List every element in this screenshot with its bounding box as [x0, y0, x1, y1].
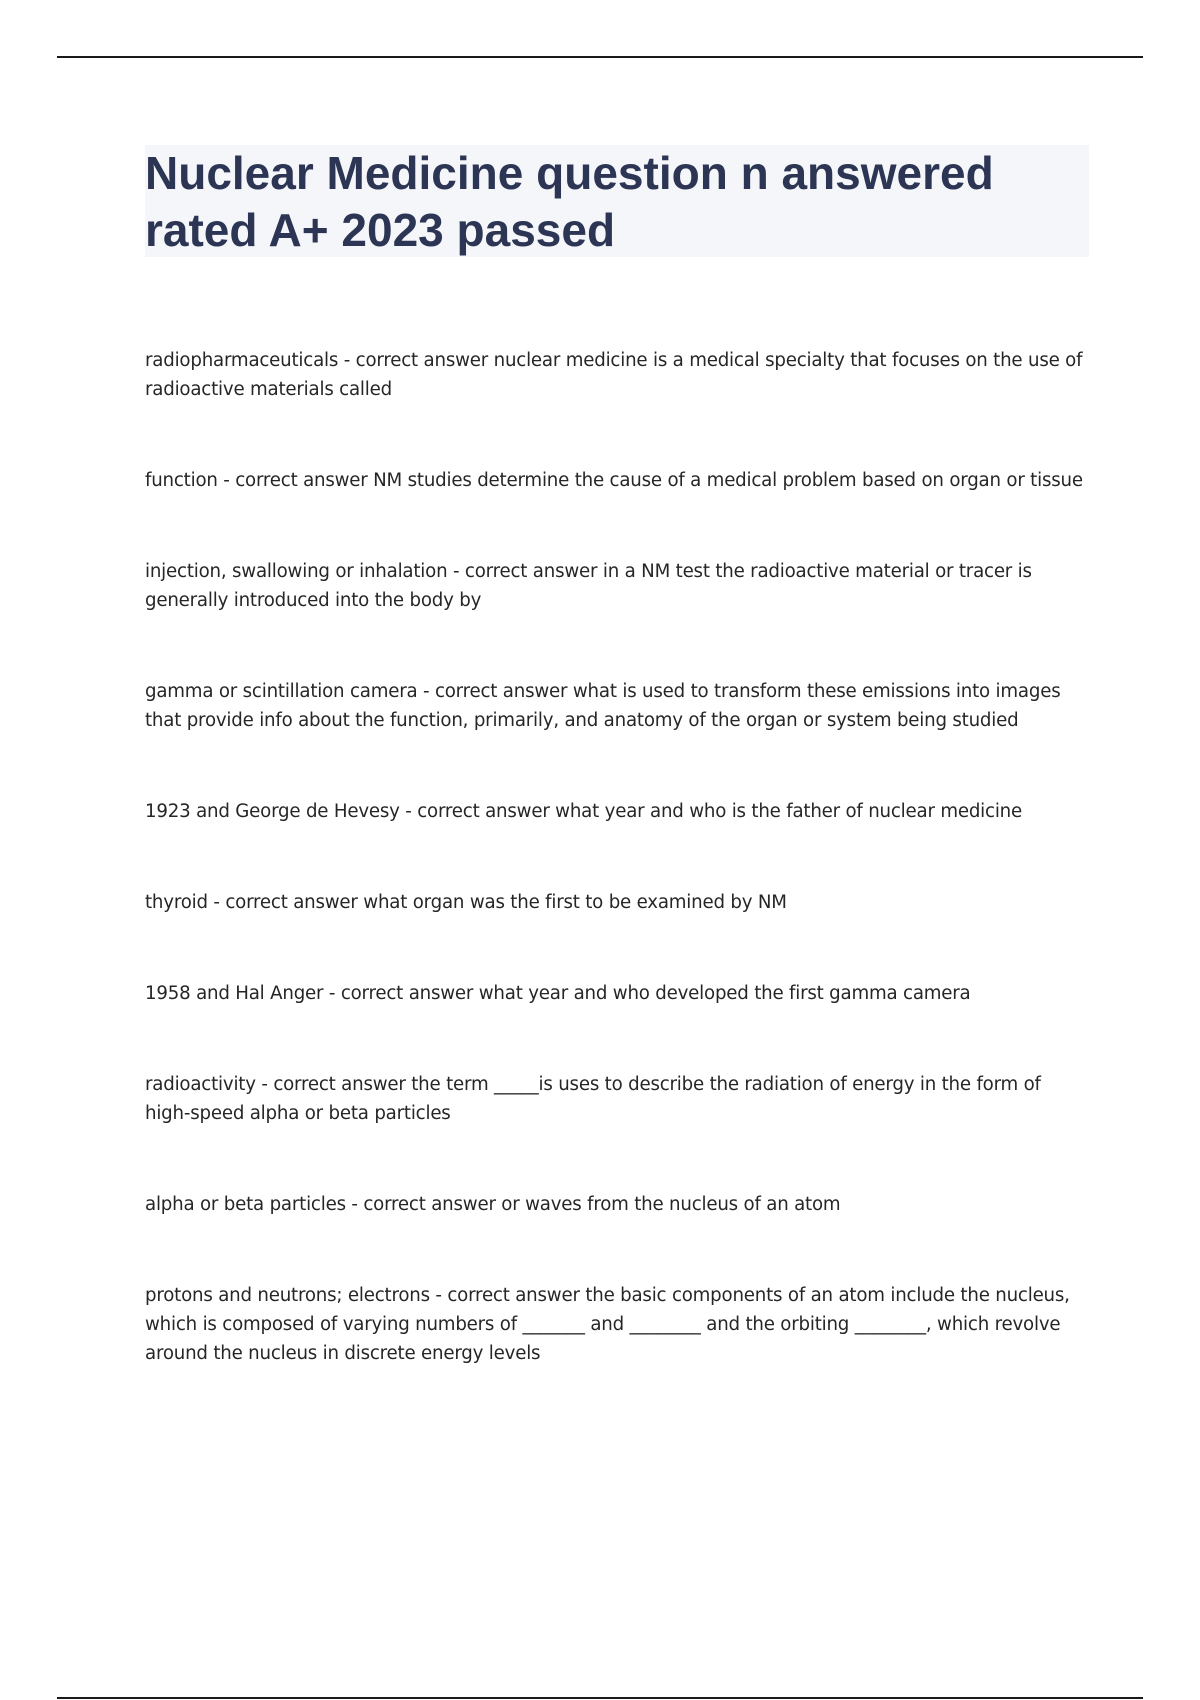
qa-entry-10: protons and neutrons; electrons - correct answer the basic components of an atom include the nucleus, which is composed of varying numbers of _______ and ________ and the orbiting ________, which revolve around the nucleus in discrete energy levels — [145, 1285, 1070, 1364]
qa-entry-4: gamma or scintillation camera - correct answer what is used to transform these emissions into images that provide info about the function, primarily, and anatomy of the organ or system being studied — [145, 681, 1061, 731]
qa-entry-1: radiopharmaceuticals - correct answer nuclear medicine is a medical specialty that focuses on the use of radioactive materials called — [145, 350, 1083, 400]
qa-entry-5: 1923 and George de Hevesy - correct answer what year and who is the father of nuclear medicine — [145, 801, 1022, 822]
title-banner — [145, 145, 1089, 257]
qa-entry-3: injection, swallowing or inhalation - correct answer in a NM test the radioactive material or tracer is generally introduced into the body by — [145, 561, 1032, 611]
qa-entry-9: alpha or beta particles - correct answer or waves from the nucleus of an atom — [145, 1194, 841, 1215]
qa-entry-8: radioactivity - correct answer the term _____is uses to describe the radiation of energy in the form of high-speed alpha or beta particles — [145, 1074, 1041, 1124]
qa-list — [145, 346, 1085, 1368]
qa-entry-6: thyroid - correct answer what organ was the first to be examined by NM — [145, 892, 787, 913]
bottom-rule — [57, 1697, 1143, 1699]
qa-entry-7: 1958 and Hal Anger - correct answer what year and who developed the first gamma camera — [145, 983, 971, 1004]
top-rule — [57, 56, 1143, 58]
document-title: Nuclear Medicine question n answered rated A+ 2023 passed — [145, 147, 994, 256]
qa-entry-2: function - correct answer NM studies determine the cause of a medical problem based on organ or tissue — [145, 470, 1083, 491]
